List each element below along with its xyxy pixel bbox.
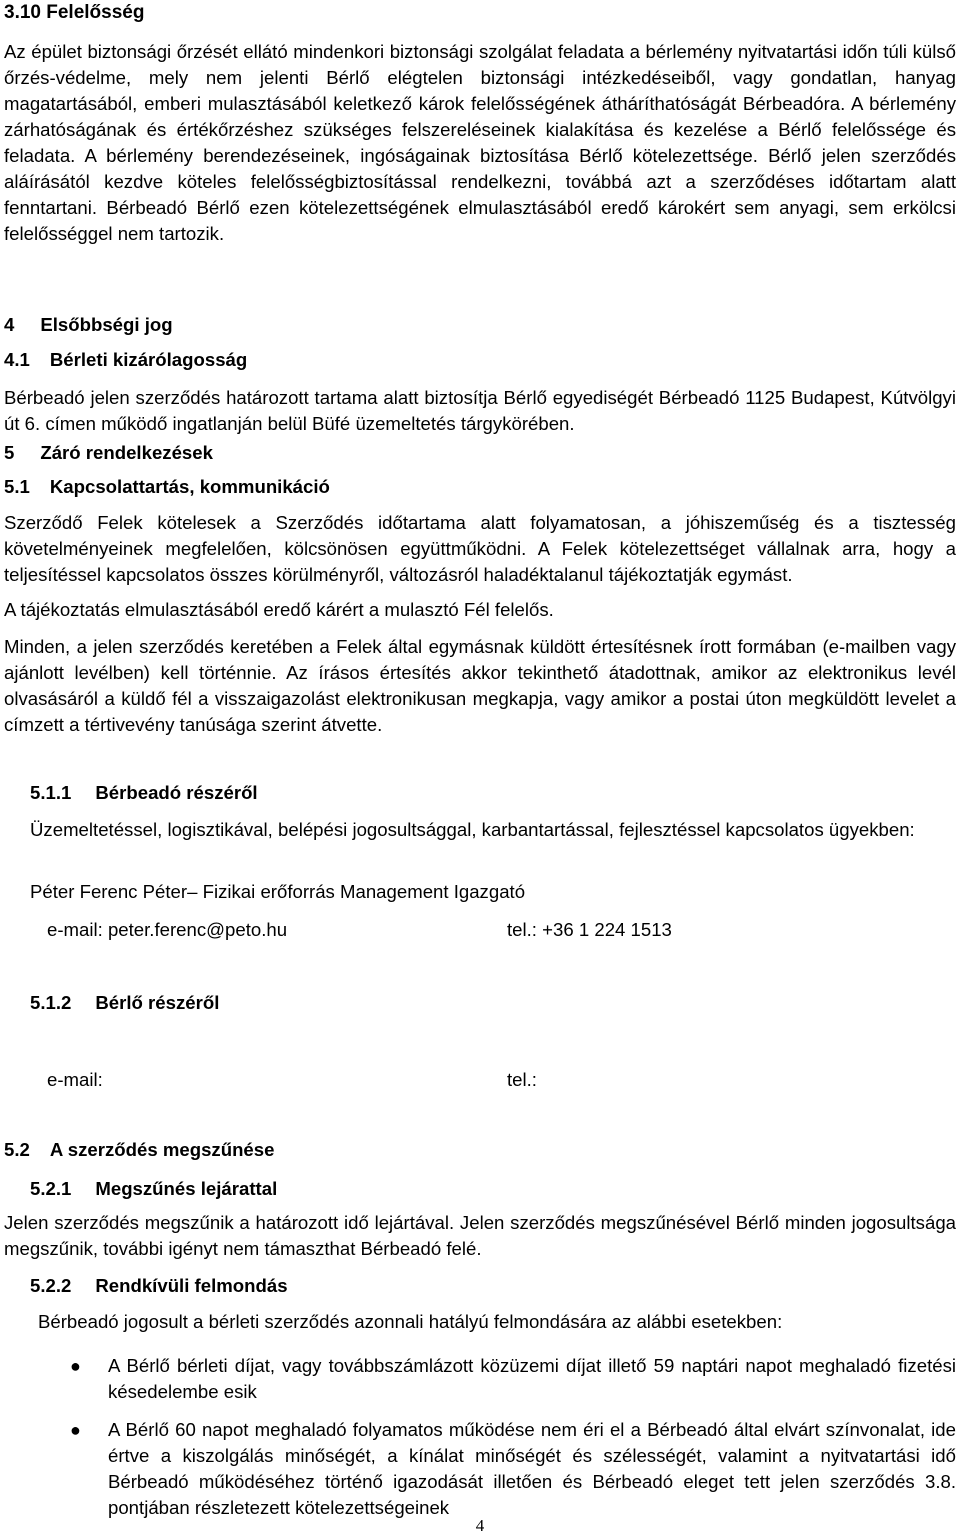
lessor-contact-person: Péter Ferenc Péter– Fizikai erőforrás Management Igazgató: [30, 881, 526, 902]
section-4-1-body: Bérbeadó jelen szerződés határozott tartama alatt biztosítja Bérlő egyediségét Bérbeadó 1125 Budapest, Kútvölgyi út 6. címen működő ingatlanján belül Büfé üzemeltetés tárgykörében.: [4, 387, 956, 434]
section-3-10-body: Az épület biztonsági őrzését ellátó mindenkori biztonsági szolgálat feladata a bérlemény nyitvatartási időn túli külső őrzés-védelme, mely nem jelenti Bérlő elégtelen biztonsági intézkedéseiből, vagy gondatlan, hanyag magatartásából, emberi mulasztásából keletkező károk felelősségének átháríthatóságát Bérbeadóra. A bérlemény zárhatóságának és értékőrzéshez szükséges felszereléseinek kialakítása és kezelése a Bérlő felelőssége és feladata. A bérlemény berendezéseinek, ingóságainak biztosítása Bérlő kötelezettsége. Bérlő jelen szerződés aláírásától kezdve köteles felelősségbiztosítással rendelkezni, továbbá azt a szerződéses időtartam alatt fenntartani. Bérbeadó Bérlő ezen kötelezettségének elmulasztásából eredő károkért sem anyagi, sem erkölcsi felelősséggel nem tartozik.: [4, 41, 956, 244]
termination-case-2: A Bérlő 60 napot meghaladó folyamatos működése nem éri el a Bérbeadó által elvárt színvonalat, ide értve a kiszolgálás minőségét, a kínálat minőségét és szélességét, valamint a nyitvatartási idő Bérbeadó működéséhez történő igazodását illetően és Bérbeadó eleget tett jelen szerződés 3.8. pontjában részletezett kötelezettségeinek: [108, 1419, 956, 1518]
section-5-1-1-heading: [30, 780, 258, 806]
section-5-1-paragraph-3: Minden, a jelen szerződés keretében a Felek által egymásnak küldött értesítésnek írott formában (e-mailben vagy ajánlott levélben) kell történnie. Az írásos értesítés akkor tekinthető átadottnak, amikor az elektronikus levél olvasásáról a küldő fél a visszaigazolást elektronikusan megkapja, vagy amikor a postai úton megküldött levelet a címzett a tértivevény tanúsága szerint átvette.: [4, 636, 956, 735]
termination-case-1: A Bérlő bérleti díjat, vagy továbbszámlázott közüzemi díjat illető 59 naptári napot meghaladó fizetési késedelembe esik: [108, 1355, 956, 1402]
bullet-icon: ●: [70, 1356, 81, 1376]
section-5-1-1-body: Üzemeltetéssel, logisztikával, belépési jogosultsággal, karbantartással, fejlesztéssel kapcsolatos ügyekben:: [30, 819, 915, 840]
section-5-2-1-number: 5.2.1: [30, 1178, 72, 1199]
section-5-2-1-heading: [30, 1176, 277, 1202]
section-5-2-2-number: 5.2.2: [30, 1275, 72, 1296]
section-5-1-heading: [4, 474, 330, 500]
section-5-2-1-title: Megszűnés lejárattal: [95, 1178, 278, 1199]
section-5-1-title: Kapcsolattartás, kommunikáció: [49, 476, 330, 497]
lessor-contact-phone: tel.: +36 1 224 1513: [507, 919, 672, 940]
section-5-heading: [4, 440, 213, 466]
section-5-2-2-heading: [30, 1273, 288, 1299]
section-5-1-paragraph-2: A tájékoztatás elmulasztásából eredő kárért a mulasztó Fél felelős.: [4, 599, 554, 620]
section-5-number: 5: [4, 442, 15, 463]
section-5-2-2-title: Rendkívüli felmondás: [95, 1275, 288, 1296]
section-5-1-1-title: Bérbeadó részéről: [95, 782, 258, 803]
section-4-heading: [4, 312, 173, 338]
section-4-1-heading: [4, 347, 247, 373]
section-5-1-number: 5.1: [4, 476, 30, 497]
section-5-1-2-title: Bérlő részéről: [95, 992, 220, 1013]
section-5-1-2-number: 5.1.2: [30, 992, 72, 1013]
bullet-icon: ●: [70, 1420, 81, 1440]
section-4-1-title: Bérleti kizárólagosság: [49, 349, 248, 370]
section-5-1-1-number: 5.1.1: [30, 782, 72, 803]
section-4-1-number: 4.1: [4, 349, 30, 370]
section-4-number: 4: [4, 314, 15, 335]
section-5-2-2-intro: Bérbeadó jogosult a bérleti szerződés azonnali hatályú felmondására az alábbi esetekben:: [38, 1311, 783, 1332]
section-5-2-title: A szerződés megszűnése: [49, 1139, 275, 1160]
tenant-contact-phone: tel.:: [507, 1069, 537, 1090]
section-5-title: Záró rendelkezések: [40, 442, 213, 463]
section-3-10-heading: 3.10 Felelősség: [4, 2, 145, 23]
tenant-contact-email: e-mail:: [47, 1069, 103, 1090]
section-4-title: Elsőbbségi jog: [40, 314, 173, 335]
lessor-contact-email: e-mail: peter.ferenc@peto.hu: [47, 919, 288, 940]
section-5-2-number: 5.2: [4, 1139, 30, 1160]
section-5-1-paragraph-1: Szerződő Felek kötelesek a Szerződés időtartama alatt folyamatosan, a jóhiszeműség és a tisztesség követelményeinek megfelelően, kölcsönösen együttműködni. A Felek kötelezettséget vállalnak arra, hogy a teljesítéssel kapcsolatos összes körülményről, változásról haladéktalanul tájékoztatják egymást.: [4, 512, 956, 585]
page-number: 4: [475, 1516, 485, 1535]
section-5-1-2-heading: [30, 990, 219, 1016]
section-5-2-heading: [4, 1137, 274, 1163]
section-5-2-1-body: Jelen szerződés megszűnik a határozott idő lejártával. Jelen szerződés megszűnésével Bérlő minden jogosultsága megszűnik, további igényt nem támaszthat Bérbeadó felé.: [4, 1212, 956, 1259]
